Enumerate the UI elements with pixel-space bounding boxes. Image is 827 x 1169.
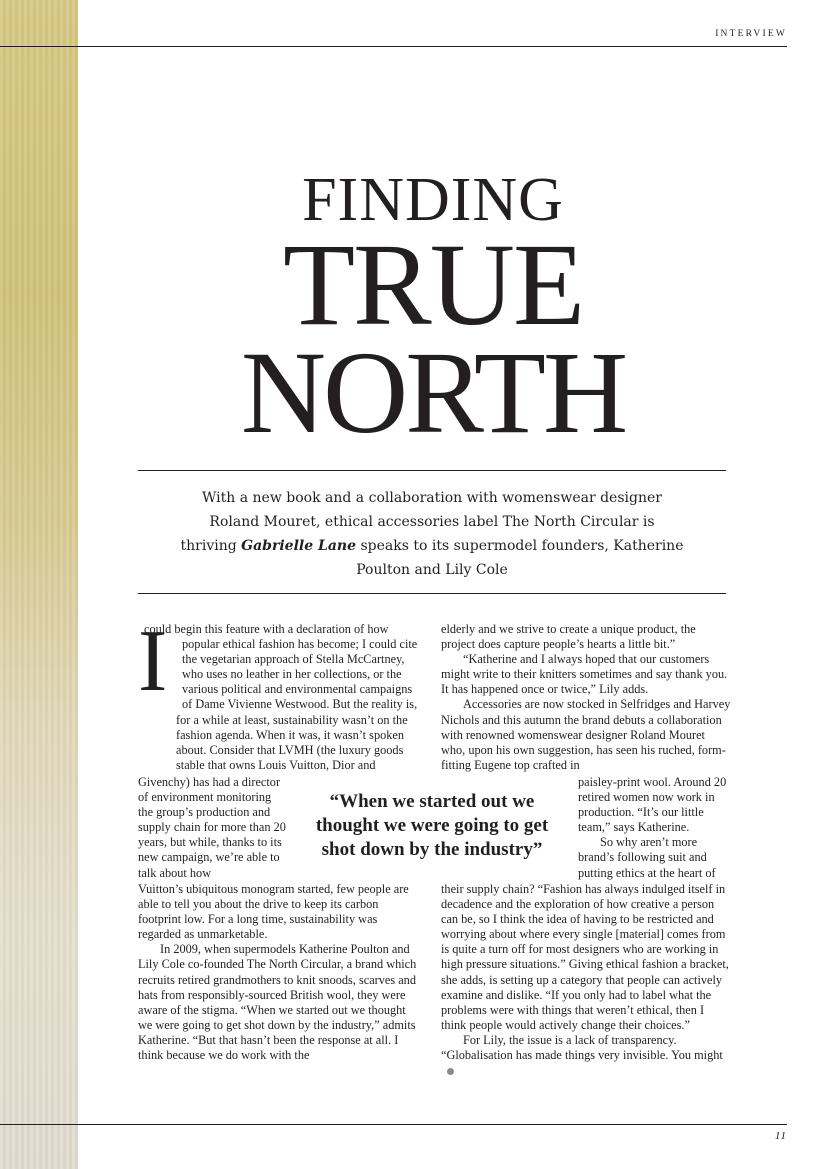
- body-paragraph: Accessories are now stocked in Selfridges and Harvey Nichols and this autumn the brand debuts a collaboration with renowned womenswear designer Roland Mouret who, upon his own suggestion, has seen his ruched, form-fitting Eugene top crafted in: [441, 697, 731, 772]
- body-column-1-top: [138, 613, 420, 773]
- body-column-2-middle: [578, 775, 728, 881]
- body-paragraph: [441, 1033, 731, 1078]
- body-paragraph: “Katherine and I always hoped that our customers might write to their knitters sometimes and say thank you. It has happened once or twice,” Lily adds.: [441, 652, 728, 697]
- body-paragraph: elderly and we strive to create a unique product, the project does capture people’s hearts a little bit.”: [441, 622, 696, 652]
- author-byline: Gabrielle Lane: [241, 538, 356, 554]
- body-paragraph: Givenchy) has had a director of environment monitoring the group’s production and supply chain for more than 20 years, but while, thanks to its new campaign, we’re able to talk about how: [138, 775, 286, 880]
- title-line-1: FINDING: [302, 166, 564, 234]
- standfirst-bottom-rule: [138, 593, 726, 594]
- standfirst-top-rule: [138, 470, 726, 471]
- body-paragraph: So why aren’t more brand’s following suit and putting ethics at the heart of: [578, 835, 716, 880]
- opening-paragraph: I could begin this feature with a declaration of how popular ethical fashion has become; I could cite the vegetarian approach of Stella McCartney, who uses no leather in her collections, or the various political and environmental campaigns of Dame Vivienne Westwood. But the reality is, for a while at least, sustainability wasn’t on the fashion agenda. When it was, it wasn’t spoken about. Consider that LVMH (the luxury goods stable that owns Louis Vuitton, Dior and: [138, 613, 418, 772]
- pull-quote: “When we started out we thought we were going to get shot down by the industry”: [315, 791, 549, 860]
- body-paragraph: paisley-print wool. Around 20 retired women now work in production. “It’s our little team,” says Katherine.: [578, 775, 727, 835]
- body-column-2-bottom: [441, 882, 731, 1078]
- body-column-2-top: [441, 622, 731, 773]
- title-line-3: NORTH: [240, 327, 626, 458]
- body-column-1-bottom: [138, 882, 420, 1063]
- page-number: 11: [774, 1130, 787, 1142]
- section-label: INTERVIEW: [715, 29, 787, 39]
- standfirst: [180, 486, 684, 582]
- top-rule: [0, 46, 787, 47]
- standfirst-text-after: speaks to its supermodel founders, Katherine Poulton and Lily Cole: [356, 538, 684, 578]
- opening-paragraph-text: could begin this feature with a declaration of how popular ethical fashion has become; I could cite the vegetarian approach of Stella McCartney, who uses no leather in her collections, or the various political and environmental campaigns of Dame Vivienne Westwood. But the reality is, for a while at least, sustainability wasn’t on the fashion agenda. When it was, it wasn’t spoken about. Consider that LVMH (the luxury goods stable that owns Louis Vuitton, Dior and: [144, 622, 418, 772]
- body-column-1-middle: [138, 775, 288, 881]
- bottom-rule: [0, 1124, 787, 1125]
- standfirst-text-before: With a new book and a collaboration with womenswear designer Roland Mouret, ethical accessories label The North Circular is thriving: [180, 490, 662, 554]
- body-paragraph: their supply chain? “Fashion has always indulged itself in decadence and the exploration of how creative a person can be, so I think the idea of having to be restricted and worrying about where every single [material] comes from is quite a turn off for most designers who are working in high pressure situations.” Giving ethical fashion a bracket, she adds, is setting up a category that people can actively examine and dislike. “If you only had to label what the problems were with things that weren’t ethical, then I think people would actively change their choices.”: [441, 882, 729, 1032]
- closing-paragraph-text: For Lily, the issue is a lack of transparency. “Globalisation has made things very invisible. You might: [441, 1032, 723, 1063]
- body-paragraph: Vuitton’s ubiquitous monogram started, few people are able to tell you about the drive to keep its carbon footprint low. For a long time, sustainability was regarded as unmarketable.: [138, 882, 409, 942]
- body-paragraph: In 2009, when supermodels Katherine Poulton and Lily Cole co-founded The North Circular, a brand which recruits retired grandmothers to knit snoods, scarves and hats from responsibly-sourced British wool, they were aware of the stigma. “When we started out we thought we were going to get shot down by the industry,” admits Katherine. “But that hasn’t been the response at all. I think because we do work with the: [138, 942, 417, 1063]
- continued-marker-icon: [447, 1068, 454, 1075]
- title-line-2: TRUE: [282, 219, 584, 350]
